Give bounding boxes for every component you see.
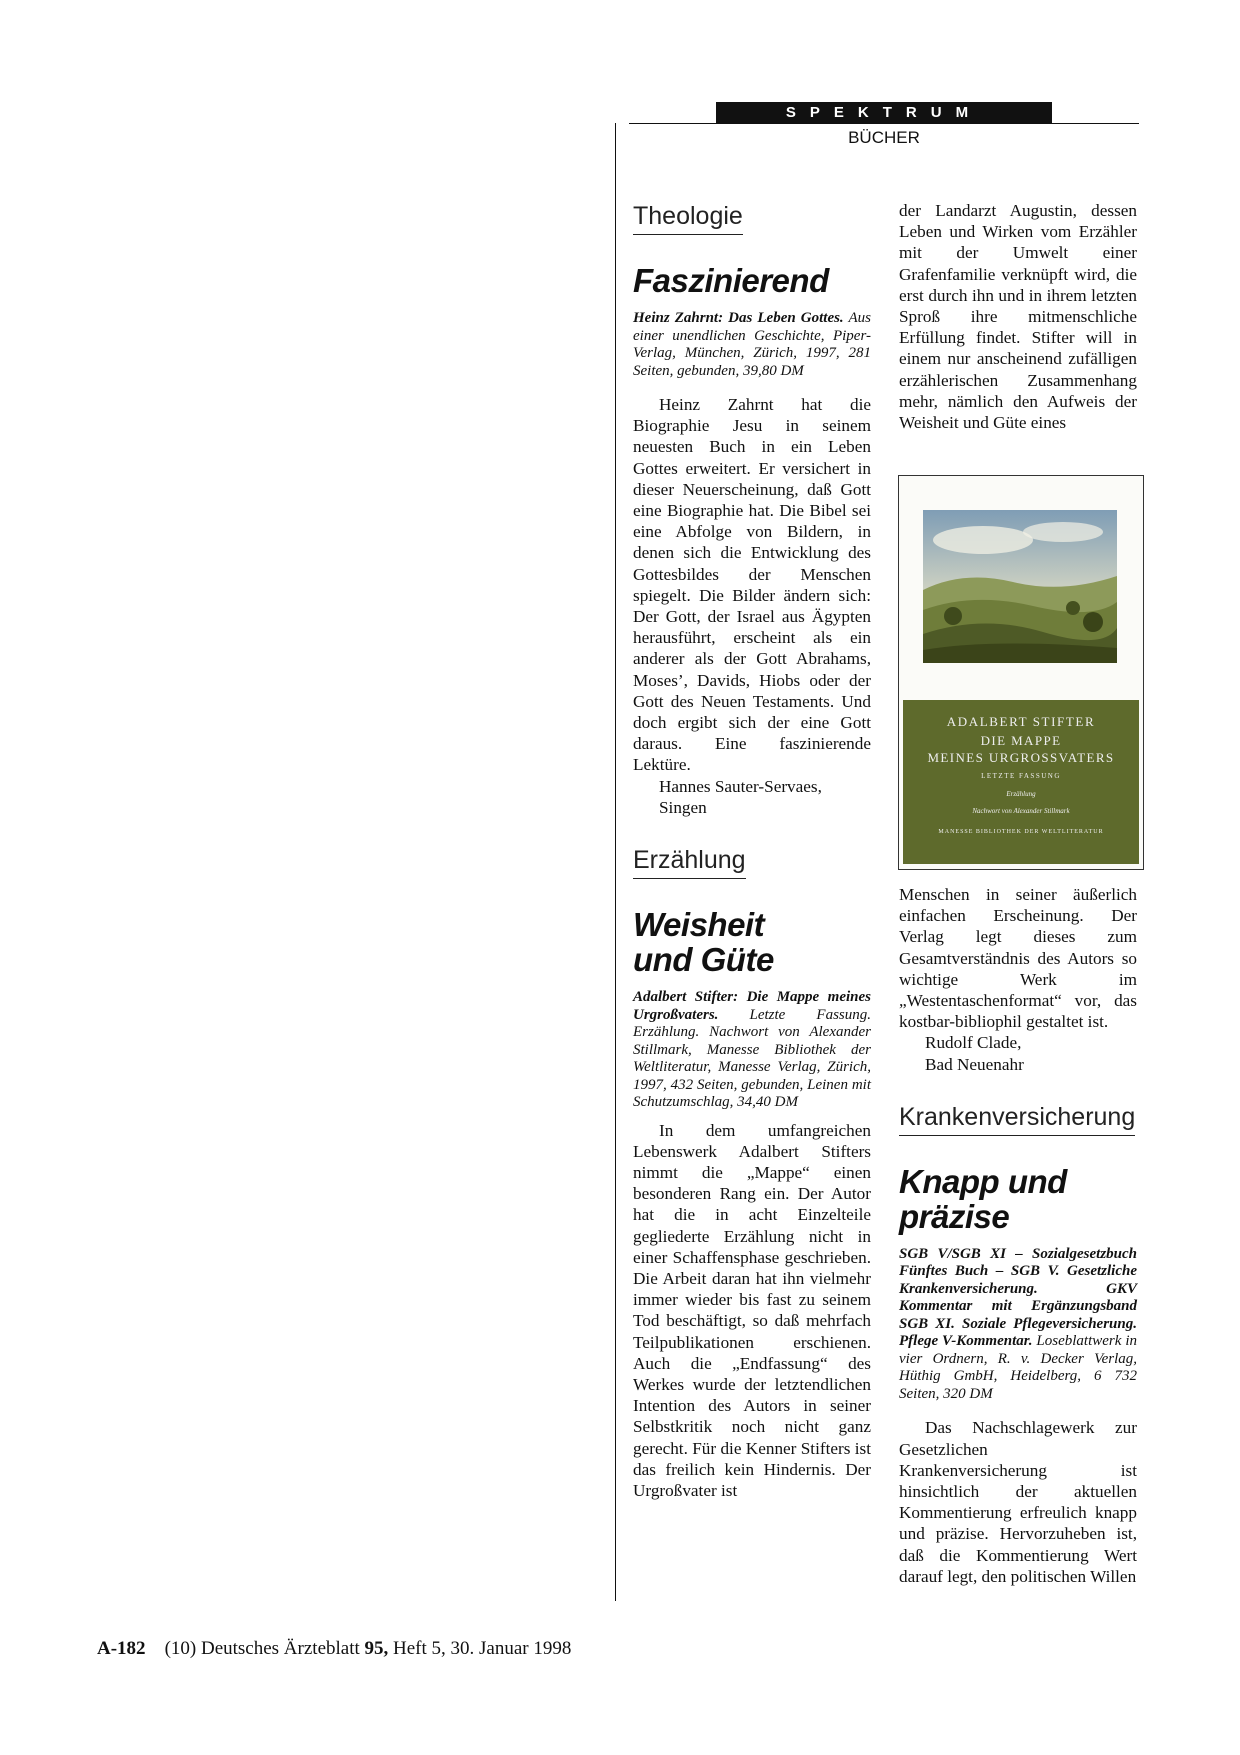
body-paragraph: Menschen in seiner äußerlich einfachen Erscheinung. Der Verlag legt dieses zum Gesamtverständnis des Autors so wichtige Werk im „Westentaschenformat“ vor, das kostbar-bibliophil gestaltet ist.	[899, 885, 1137, 1032]
cover-genre: Erzählung	[1006, 790, 1036, 798]
book-cover-image	[898, 475, 1144, 870]
citation-details: Letzte Fassung. Erzählung. Nachwort von Alexander Stillmark, Manesse Bibliothek der Weltliteratur, Manesse Verlag, Zürich, 1997, 432 Seiten, gebunden, Leinen mit Schutzumschlag, 34,40 DM	[633, 1006, 871, 1111]
body-paragraph: In dem umfangreichen Lebenswerk Adalbert Stifters nimmt die „Mappe“ einen besonderen Rang ein. Der Autor hat die in acht Einzelteile gegliederte Erzählung nicht in einer Schaffensphase geschrieben. Die Arbeit daran hat ihn vielmehr immer wieder bis fast zu seinem Tod beschäftigt, so daß mehrfach Teilpublikationen erschienen. Auch die „Endfassung“ des Werkes wurde der letztendlichen Intention des Autors in seiner Selbstkritik noch nicht ganz gerecht. Für die Kenner Stifters ist das freilich kein Hindernis. Der Urgroßvater ist	[633, 1120, 871, 1501]
section-banner: SPEKTRUM	[716, 102, 1052, 123]
landscape-illustration	[923, 510, 1117, 663]
cover-author: ADALBERT STIFTER	[946, 714, 1096, 729]
column-left	[633, 200, 871, 1501]
cover-title-line: MEINES URGROSSVATERS	[927, 750, 1115, 765]
citation-title: Adalbert Stifter: Die Mappe meines Urgroßvaters.	[633, 989, 871, 1023]
column-right-bottom	[899, 884, 1137, 1587]
page-footer	[97, 1638, 571, 1660]
headline-line: und Güte	[633, 941, 774, 979]
cover-title-line: DIE MAPPE	[980, 733, 1062, 748]
category-label: Erzählung	[633, 844, 746, 879]
citation-title: Heinz Zahrnt: Das Leben Gottes.	[633, 310, 844, 326]
reviewer-location: Singen	[659, 797, 707, 817]
article-body	[633, 1120, 871, 1502]
column-divider	[615, 123, 616, 1601]
body-paragraph: Das Nachschlagewerk zur Gesetzlichen Krankenversicherung ist hinsichtlich der aktuellen Kommentierung erfreulich knapp und präzise. Hervorzuheben ist, daß die Kommentierung Wert darauf legt, den politischen Willen	[899, 1418, 1137, 1586]
cover-afterword: Nachwort von Alexander Stillmark	[972, 807, 1070, 815]
reviewer-name: Rudolf Clade,	[925, 1033, 1022, 1053]
cover-subtitle: LETZTE FASSUNG	[981, 772, 1061, 780]
article-headline	[899, 1164, 1137, 1234]
headline-line: Knapp und	[899, 1162, 1067, 1200]
column-right-top	[899, 200, 1137, 433]
book-citation	[633, 989, 871, 1112]
category-label: Krankenversicherung	[899, 1101, 1135, 1136]
subsection-label: BÜCHER	[848, 128, 920, 147]
citation-title: SGB V/SGB XI – Sozialgesetzbuch Fünftes Buch – SGB V. Gesetzliche Krankenversicherung. GKV Kommentar mit Ergänzungsband SGB XI. Soziale Pflegeversicherung. Pflege V-Kommentar.	[899, 1245, 1137, 1350]
category-label: Theologie	[633, 200, 743, 235]
review-krankenversicherung	[899, 1101, 1137, 1587]
article-body	[899, 1417, 1137, 1587]
review-erzaehlung	[633, 844, 871, 1501]
headline-line: Weisheit	[633, 906, 765, 944]
review-theologie	[633, 200, 871, 818]
page-number: A-182	[97, 1638, 146, 1659]
header-rule	[629, 123, 1139, 124]
citation-details: Loseblattwerk in vier Ordnern, R. v. Decker Verlag, Hüthig GmbH, Heidelberg, 6 732 Seiten, 320 DM	[899, 1333, 1137, 1402]
body-paragraph: der Landarzt Augustin, dessen Leben und Wirken vom Erzähler mit der Umwelt einer Grafenfamilie verknüpft wird, die erst durch ihn und in ihrem letzten Sproß ihre mitmenschliche Erfüllung findet. Stifter will in einem nur anscheinend zufälligen erzählerischen Zusammenhang mehr, nämlich den Aufweis der Weisheit und Güte eines	[899, 201, 1137, 433]
article-body-continued	[899, 200, 1137, 433]
article-headline	[633, 263, 871, 298]
reviewer-location: Bad Neuenahr	[925, 1054, 1024, 1074]
journal-volume: 95,	[364, 1638, 389, 1659]
body-paragraph: Heinz Zahrnt hat die Biographie Jesu in seinem neuesten Buch in ein Leben Gottes erweitert. Er versichert in dieser Neuerscheinung, daß Gott eine Biographie hat. Die Bibel sei eine Abfolge von Bildern, in denen sich die Entwicklung des Gottesbildes der Menschen spiegelt. Die Bilder ändern sich: Der Gott, der Israel aus Ägypten herausführt, erscheint als ein anderer als der Gott Abrahams, Moses’, Davids, Hiobs oder der Gott des Neuen Testaments. Und doch ergibt sich der eine Gott daraus. Eine faszinierende Lektüre.	[633, 395, 871, 775]
book-citation	[633, 310, 871, 380]
journal-name: (10) Deutsches Ärzteblatt	[164, 1638, 360, 1659]
book-citation	[899, 1246, 1137, 1404]
article-body	[633, 394, 871, 818]
headline-line: präzise	[899, 1197, 1010, 1235]
article-body-continued	[899, 884, 1137, 1075]
citation-details: Aus einer unendlichen Geschichte, Piper-Verlag, München, Zürich, 1997, 281 Seiten, gebunden, 39,80 DM	[633, 310, 871, 379]
cover-title-band	[903, 700, 1139, 864]
article-headline	[633, 907, 871, 977]
landscape-painting	[923, 510, 1117, 663]
issue-date: Heft 5, 30. Januar 1998	[393, 1638, 572, 1659]
reviewer-name: Hannes Sauter-Servaes,	[659, 776, 822, 796]
headline-line: Faszinierend	[633, 262, 829, 299]
cover-publisher: MANESSE BIBLIOTHEK DER WELTLITERATUR	[938, 829, 1104, 835]
